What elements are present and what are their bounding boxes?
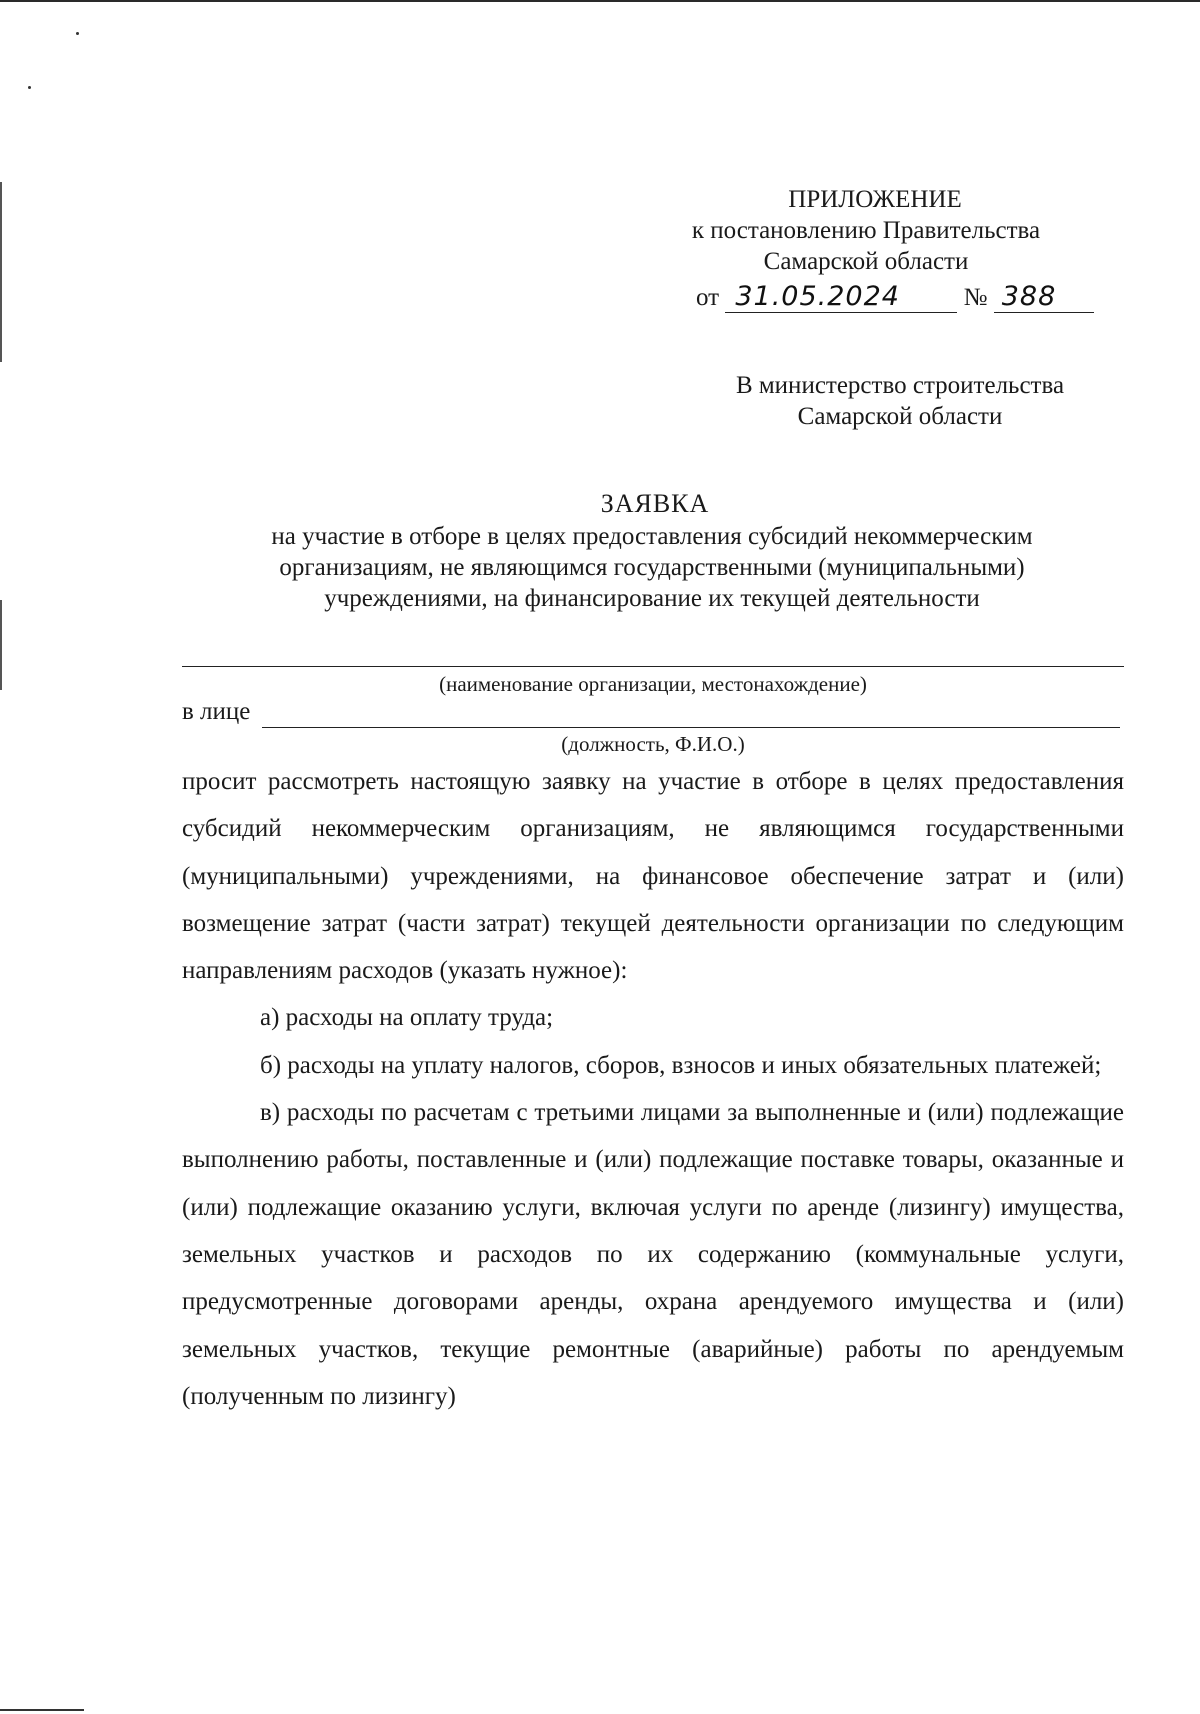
expense-item-a: а) расходы на оплату труда; — [260, 1004, 554, 1032]
person-field[interactable] — [262, 727, 1120, 728]
in-person-label: в лице — [182, 698, 251, 725]
scan-edge-left — [0, 182, 2, 362]
organization-field[interactable] — [182, 666, 1124, 667]
appendix-header — [636, 184, 1096, 277]
application-body — [182, 758, 1124, 1420]
title-line-1: на участие в отборе в целях предоставления субсидий некоммерческим — [271, 523, 1033, 550]
decree-date: 31.05.2024 — [735, 281, 900, 312]
organization-caption: (наименование организации, местонахождение) — [439, 672, 867, 696]
addressee — [700, 370, 1100, 432]
appendix-title: ПРИЛОЖЕНИЕ — [788, 186, 962, 213]
intro-paragraph: просит рассмотреть настоящую заявку на участие в отборе в целях предоставления субсидий некоммерческим организациям, не являющимся государственными (муниципальными) учреждениями, на финансовое обеспечение затрат и (или) возмещение затрат (части затрат) текущей деятельности организации по следующим направлениям расходов (указать нужное): — [182, 768, 1124, 985]
document-title: ЗАЯВКА — [600, 489, 710, 518]
appendix-line-1: к постановлению Правительства — [691, 217, 1041, 244]
scan-edge-top — [0, 0, 1200, 2]
title-line-3: учреждениями, на финансирование их текущей деятельности — [324, 585, 980, 612]
decree-date-field — [725, 281, 957, 313]
document-title-block — [182, 488, 1122, 614]
addressee-line-2: Самарской области — [797, 403, 1003, 430]
addressee-line-1: В министерство строительства — [735, 372, 1065, 399]
appendix-line-2: Самарской области — [763, 248, 969, 275]
expense-item-c: в) расходы по расчетам с третьими лицами за выполненные и (или) подлежащие выполнению работы, поставленные и (или) подлежащие поставке товары, оказанные и (или) подлежащие оказанию услуги, включая услуги по аренде (лизингу) имущества, земельных участков и расходов по их содержанию (коммунальные услуги, предусмотренные договорами аренды, охрана арендуемого имущества и (или) земельных участков, текущие ремонтные (аварийные) работы по арендуемым (полученным по лизингу) — [182, 1099, 1124, 1410]
scan-speck — [76, 32, 79, 35]
person-caption: (должность, Ф.И.О.) — [561, 732, 745, 756]
title-line-2: организациям, не являющимся государственными (муниципальными) — [279, 554, 1025, 581]
decree-date-line — [696, 281, 1094, 313]
expense-item-b: б) расходы на уплату налогов, сборов, взносов и иных обязательных платежей; — [260, 1051, 1102, 1079]
number-label: № — [963, 284, 988, 311]
from-label: от — [696, 284, 720, 311]
scan-speck — [28, 86, 31, 89]
scan-edge-left — [0, 600, 2, 690]
decree-number: 388 — [1001, 281, 1057, 312]
decree-number-field — [994, 281, 1094, 313]
scan-edge-bottom — [0, 1709, 84, 1711]
